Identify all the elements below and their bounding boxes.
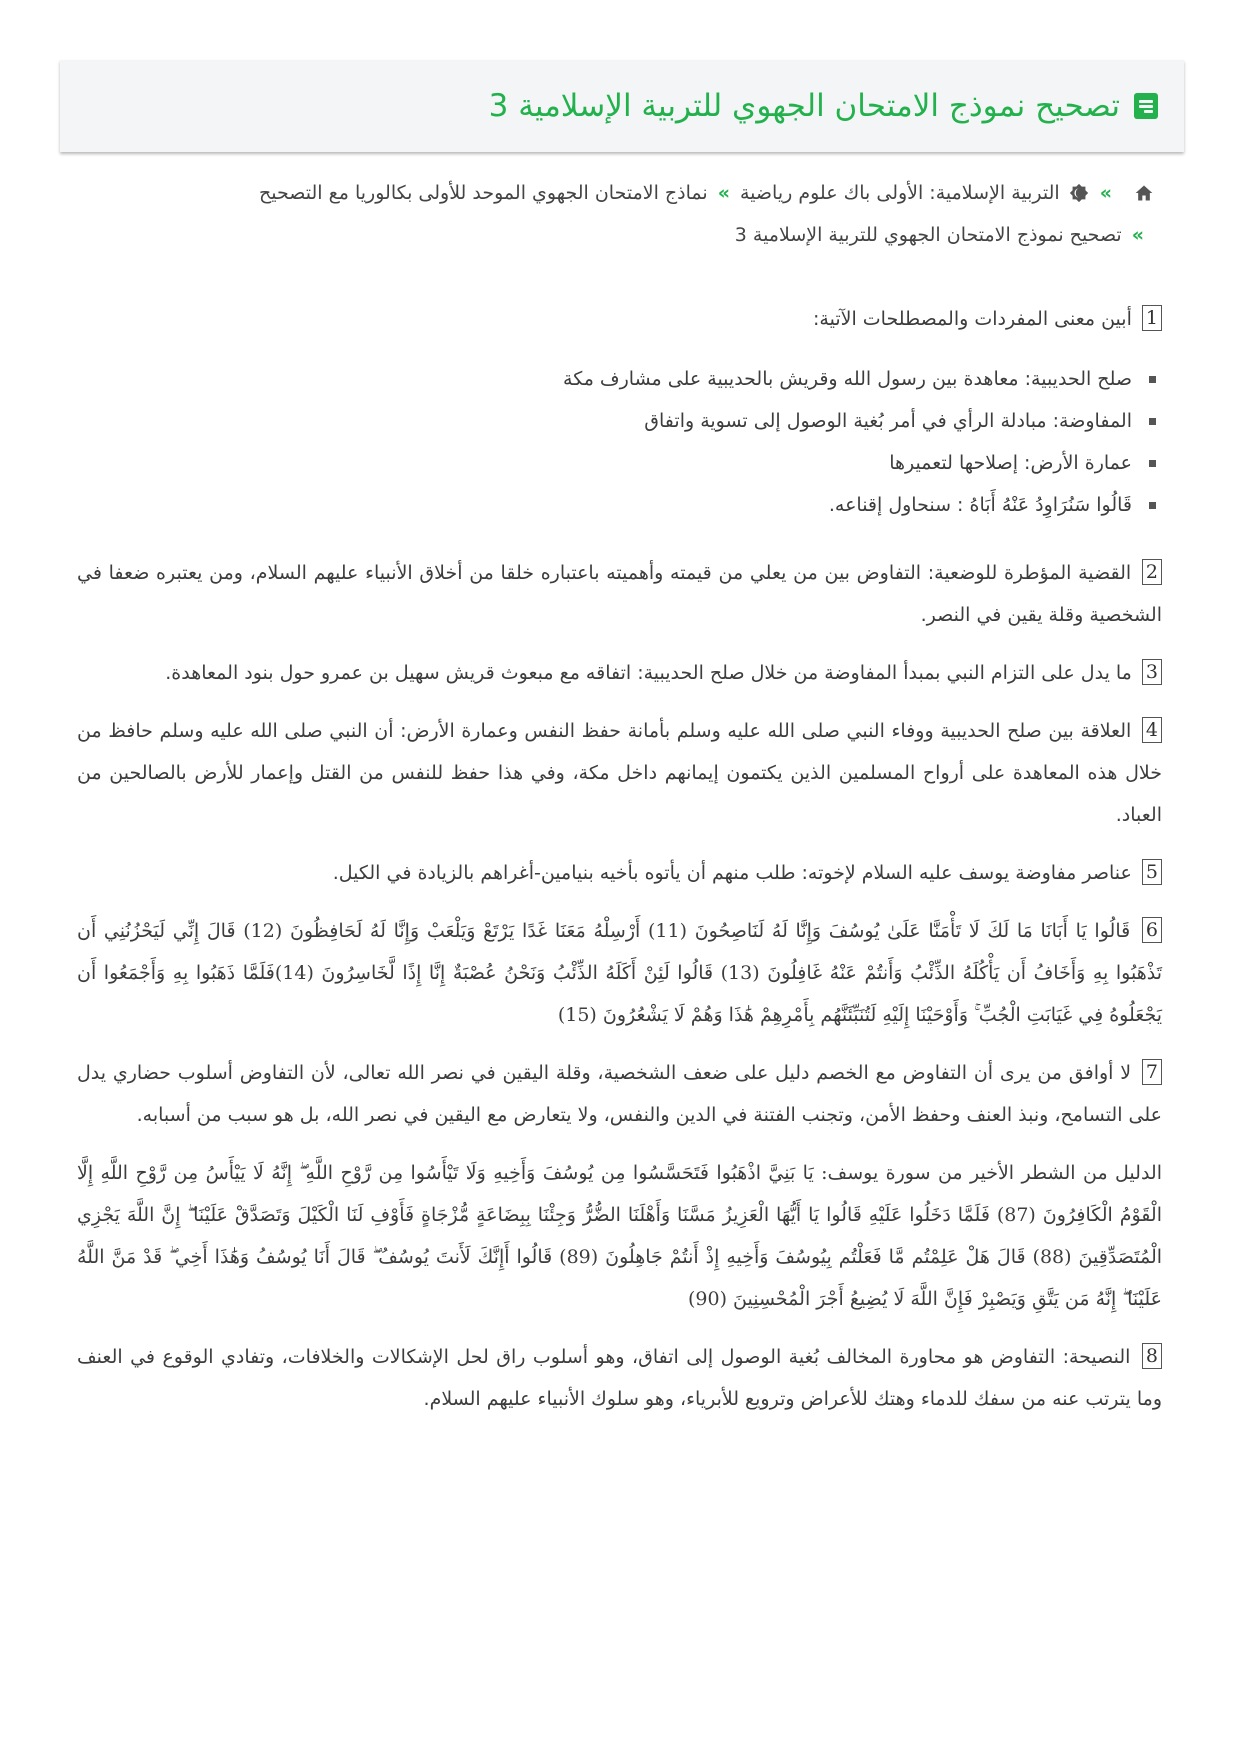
breadcrumb-separator: » [1099,182,1112,204]
question-text: عناصر مفاوضة يوسف عليه السلام لإخوته: طلب منهم أن يأتوه بأخيه بنيامين-أغراهم بالزيادة في الكيل. [332,862,1132,884]
question-number: 3 [1142,659,1162,685]
breadcrumb-separator: » [1131,224,1144,246]
home-icon[interactable] [1134,183,1154,203]
question-text: ما يدل على التزام النبي بمبدأ المفاوضة من خلال صلح الحديبية: اتفاقه مع مبعوث قريش سهيل بن عمرو حول بنود المعاهدة. [165,662,1132,684]
question-2 [77,552,1162,636]
title-card [60,60,1184,152]
breadcrumb-item-exams[interactable]: نماذج الامتحان الجهوي الموحد للأولى بكالوريا مع التصحيح [259,182,708,204]
question-text: العلاقة بين صلح الحديبية ووفاء النبي صلى الله عليه وسلم بأمانة حفظ النفس وعمارة الأرض: أن النبي صلى الله عليه وسلم حافظ من خلال هذه المعاهدة على أرواح المسلمين الذين يكتمون إيمانهم داخل مكة، وفي هذا حفظ للنفس من القتل وإعمار للأرض بالصالحين من العباد. [77,720,1162,826]
question-text: النصيحة: التفاوض هو محاورة المخالف بُغية الوصول إلى اتفاق، وهو أسلوب راق لحل الإشكالات والخلافات، وتفادي الوقوع في العنف وما يترتب عنه من سفك للدماء وهتك للأعراض وترويع للأبرياء، وهو سلوك الأنبياء عليهم السلام. [77,1346,1162,1410]
question-number: 7 [1142,1059,1162,1085]
category-icon [1068,182,1090,204]
question-text: لا أوافق من يرى أن التفاوض مع الخصم دليل على ضعف الشخصية، وقلة اليقين في نصر الله تعالى، لأن التفاوض أسلوب حضاري يدل على التسامح، ونبذ العنف وحفظ الأمن، وتجنب الفتنة في الدين والنفس، ولا يتعارض مع اليقين في نصر الله، بل هو سبب من أسبابه. [77,1062,1162,1126]
quran-verses: قَالُوا يَا أَبَانَا مَا لَكَ لَا تَأْمَنَّا عَلَىٰ يُوسُفَ وَإِنَّا لَهُ لَنَاصِحُونَ (11) أَرْسِلْهُ مَعَنَا غَدًا يَرْتَعْ وَيَلْعَبْ وَإِنَّا لَهُ لَحَافِظُونَ (12) قَالَ إِنِّي لَيَحْزُنُنِي أَن تَذْهَبُوا بِهِ وَأَخَافُ أَن يَأْكُلَهُ الذِّئْبُ وَأَنتُمْ عَنْهُ غَافِلُونَ (13) قَالُوا لَئِنْ أَكَلَهُ الذِّئْبُ وَنَحْنُ عُصْبَةٌ إِنَّا إِذًا لَّخَاسِرُونَ (14)فَلَمَّا ذَهَبُوا بِهِ وَأَجْمَعُوا أَن يَجْعَلُوهُ فِي غَيَابَتِ الْجُبِّ ۚ وَأَوْحَيْنَا إِلَيْهِ لَتُنَبِّئَنَّهُم بِأَمْرِهِمْ هَٰذَا وَهُمْ لَا يَشْعُرُونَ (15) [77,920,1162,1026]
question-3 [77,652,1162,694]
answers-content [77,298,1162,1436]
breadcrumb-item-course[interactable]: التربية الإسلامية: الأولى باك علوم رياضية [739,182,1060,204]
document-icon [1134,93,1158,119]
question-7 [77,1052,1162,1136]
quran-verses: الدليل من الشطر الأخير من سورة يوسف: يَا بَنِيَّ اذْهَبُوا فَتَحَسَّسُوا مِن يُوسُفَ وَأَخِيهِ وَلَا تَيْأَسُوا مِن رَّوْحِ اللَّهِ ۖ إِنَّهُ لَا يَيْأَسُ مِن رَّوْحِ اللَّهِ إِلَّا الْقَوْمُ الْكَافِرُونَ (87) فَلَمَّا دَخَلُوا عَلَيْهِ قَالُوا يَا أَيُّهَا الْعَزِيزُ مَسَّنَا وَأَهْلَنَا الضُّرُّ وَجِئْنَا بِبِضَاعَةٍ مُّزْجَاةٍ فَأَوْفِ لَنَا الْكَيْلَ وَتَصَدَّقْ عَلَيْنَا ۖ إِنَّ اللَّهَ يَجْزِي الْمُتَصَدِّقِينَ (88) قَالَ هَلْ عَلِمْتُم مَّا فَعَلْتُم بِيُوسُفَ وَأَخِيهِ إِذْ أَنتُمْ جَاهِلُونَ (89) قَالُوا أَإِنَّكَ لَأَنتَ يُوسُفُ ۖ قَالَ أَنَا يُوسُفُ وَهَٰذَا أَخِي ۖ قَدْ مَنَّ اللَّهُ عَلَيْنَا ۖ إِنَّهُ مَن يَتَّقِ وَيَصْبِرْ فَإِنَّ اللَّهَ لَا يُضِيعُ أَجْرَ الْمُحْسِنِينَ (90) [77,1162,1163,1310]
question-6 [77,910,1162,1036]
question-number: 6 [1142,917,1162,943]
question-number: 5 [1142,859,1162,885]
breadcrumb-item-current[interactable]: تصحيح نموذج الامتحان الجهوي للتربية الإسلامية 3 [734,224,1122,246]
question-number: 2 [1142,559,1162,585]
question-1 [77,298,1162,340]
question-text: القضية المؤطرة للوضعية: التفاوض بين من يعلي من قيمته وأهميته باعتباره خلقا من أخلاق الأنبياء عليهم السلام، ومن يعتبره ضعفا في الشخصية وقلة يقين في النصر. [77,562,1162,626]
breadcrumb-separator: » [717,182,730,204]
question-5 [77,852,1162,894]
question-number: 8 [1142,1343,1162,1369]
list-item: صلح الحديبية: معاهدة بين رسول الله وقريش بالحديبية على مشارف مكة [77,358,1156,400]
list-item: عمارة الأرض: إصلاحها لتعميرها [77,442,1156,484]
question-number: 4 [1142,717,1162,743]
question-text: أبين معنى المفردات والمصطلحات الآتية: [813,308,1132,330]
list-item: قَالُوا سَنُرَاوِدُ عَنْهُ أَبَاهُ : سنحاول إقناعه. [77,484,1156,526]
question-4 [77,710,1162,836]
page-title: تصحيح نموذج الامتحان الجهوي للتربية الإسلامية 3 [488,87,1120,124]
question-number: 1 [1142,305,1162,331]
list-item: المفاوضة: مبادلة الرأي في أمر بُغية الوصول إلى تسوية واتفاق [77,400,1156,442]
quran-evidence [77,1152,1162,1320]
breadcrumb [114,172,1154,256]
definitions-list [77,358,1162,526]
question-8 [77,1336,1162,1420]
